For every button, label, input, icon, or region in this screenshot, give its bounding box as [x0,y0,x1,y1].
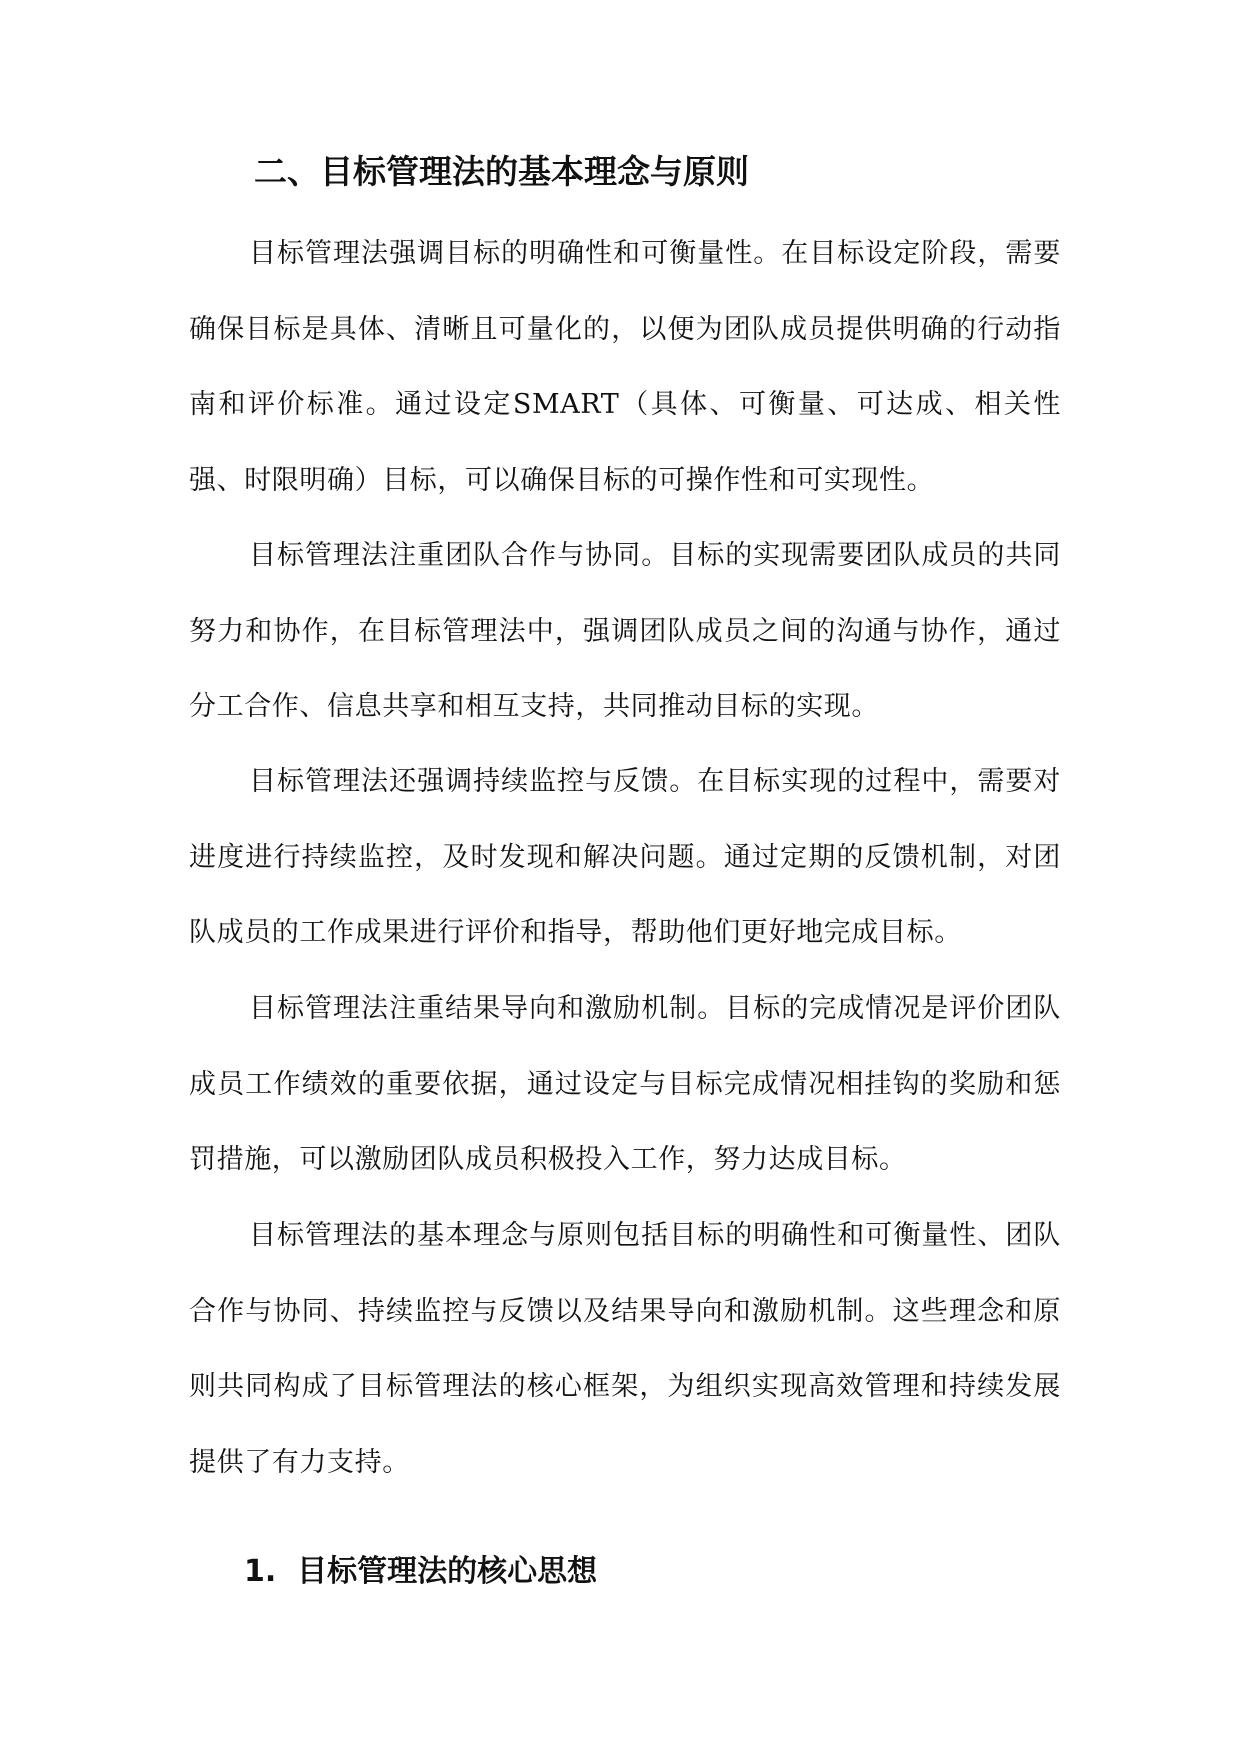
paragraph-summary: 目标管理法的基本理念与原则包括目标的明确性和可衡量性、团队合作与协同、持续监控与反馈以及结果导向和激励机制。这些理念和原则共同构成了目标管理法的核心框架，为组织实现高效管理和持续发展提供了有力支持。 [189,1220,1061,1478]
paragraph-monitoring-feedback: 目标管理法还强调持续监控与反馈。在目标实现的过程中，需要对进度进行持续监控，及时发现和解决问题。通过定期的反馈机制，对团队成员的工作成果进行评价和指导，帮助他们更好地完成目标。 [189,766,1061,948]
paragraph-results-incentives: 目标管理法注重结果导向和激励机制。目标的完成情况是评价团队成员工作绩效的重要依据，通过设定与目标完成情况相挂钩的奖励和惩罚措施，可以激励团队成员积极投入工作，努力达成目标。 [189,993,1061,1175]
paragraph-teamwork: 目标管理法注重团队合作与协同。目标的实现需要团队成员的共同努力和协作，在目标管理法中，强调团队成员之间的沟通与协作，通过分工合作、信息共享和相互支持，共同推动目标的实现。 [189,540,1061,722]
subsection-heading: 1. 目标管理法的核心思想 [244,1554,598,1589]
section-heading: 二、目标管理法的基本理念与原则 [254,152,749,191]
paragraph-smart-goals: 目标管理法强调目标的明确性和可衡量性。在目标设定阶段，需要确保目标是具体、清晰且可量化的，以便为团队成员提供明确的行动指南和评价标准。通过设定SMART（具体、可衡量、可达成、相关性强、时限明确）目标，可以确保目标的可操作性和可实现性。 [189,238,1061,496]
